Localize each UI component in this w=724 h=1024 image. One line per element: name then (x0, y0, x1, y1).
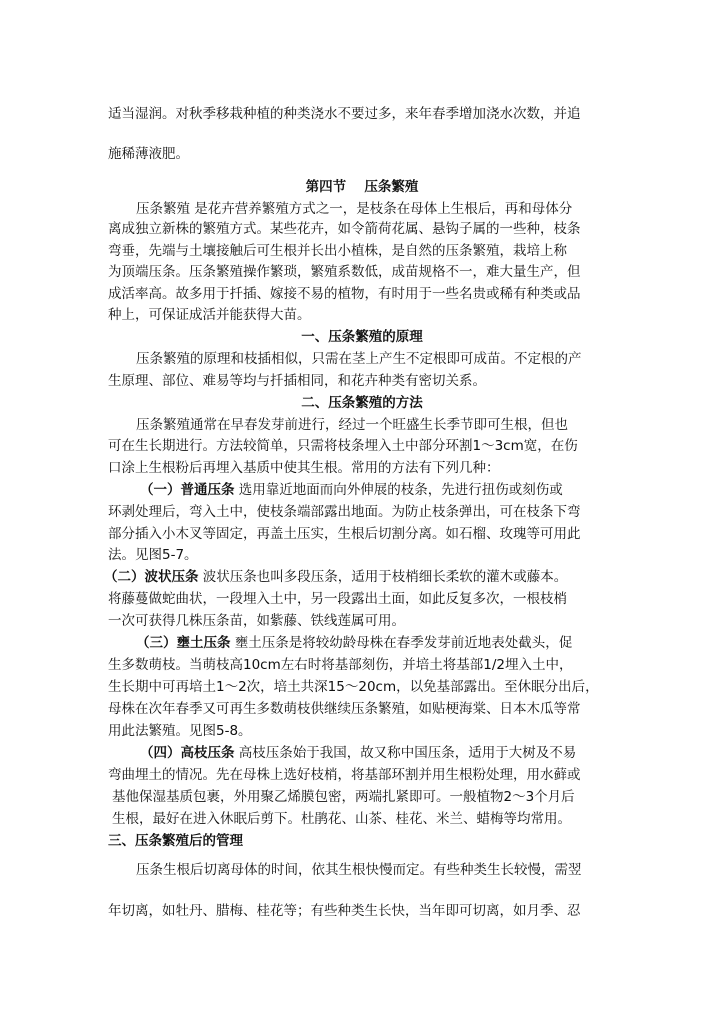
paragraph-line: 母株在次年春季又可再生多数萌枝供继续压条繁殖，如贴梗海棠、日本木瓜等常 (108, 701, 581, 717)
paragraph-line: 压条繁殖 是花卉营养繁殖方式之一，是枝条在母体上生根后，再和母体分 (136, 201, 573, 217)
paragraph-line: 为顶端压条。压条繁殖操作繁琐，繁殖系数低，成苗规格不一，难大量生产，但 (108, 264, 581, 280)
paragraph-line: 施稀薄液肥。 (108, 146, 189, 162)
paragraph-line: 口涂上生根粉后再埋入基质中使其生根。常用的方法有下列几种： (108, 460, 500, 476)
paragraph-line: 可在生长期进行。方法较简单，只需将枝条埋入土中部分环割1～3cm宽，在伤 (108, 438, 578, 454)
paragraph-line: 适当湿润。对秋季移栽种植的种类浇水不要过多，来年春季增加浇水次数，并追 (108, 106, 581, 122)
paragraph-line: 生根，最好在进入休眠后剪下。杜鹃花、山茶、桂花、米兰、蜡梅等均常用。 (112, 811, 571, 827)
paragraph-line: 生原理、部位、难易等均与扦插相同，和花卉种类有密切关系。 (108, 373, 486, 389)
paragraph-line (136, 633, 648, 653)
paragraph-line (104, 567, 616, 587)
paragraph-line: 年切离，如牡丹、腊梅、桂花等；有些种类生长快，当年即可切离，如月季、忍 (108, 903, 581, 919)
paragraph-line: 将藤蔓做蛇曲状，一段埋入土中，另一段露出土面，如此反复多次，一根枝梢 (108, 591, 567, 607)
paragraph-line: 生长期中可再培土1～2次，培土共深15～20cm，以免基部露出。至休眠分出后， (108, 679, 599, 695)
method-heading: （三）壅土压条 (136, 635, 231, 651)
method-text: 选用靠近地面而向外伸展的枝条，先进行扭伤或刻伤或 (234, 482, 563, 498)
subsection-heading: 二、压条繁殖的方法 (301, 395, 423, 411)
paragraph-line: 离成独立新株的繁殖方式。某些花卉，如令箭荷花属、悬钩子属的一些种，枝条 (108, 221, 581, 237)
paragraph-line: 弯曲埋土的情况。先在母株上选好枝梢，将基部环割并用生根粉处理，用水藓或 (108, 767, 581, 783)
paragraph-line: 基他保湿基质包裹，外用聚乙烯膜包密，两端扎紧即可。一般植物2～3个月后 (112, 789, 575, 805)
paragraph-line: 压条繁殖通常在早春发芽前进行，经过一个旺盛生长季节即可生根，但也 (136, 417, 568, 433)
paragraph-line: 成活率高。故多用于扦插、嫁接不易的植物，有时用于一些名贵或稀有种类或品 (108, 286, 581, 302)
paragraph-line (140, 743, 652, 763)
method-text: 波状压条也叫多段压条，适用于枝梢细长柔软的灌木或藤本。 (198, 569, 568, 585)
paragraph-line: 压条繁殖的原理和枝插相似，只需在茎上产生不定根即可成苗。不定根的产 (136, 351, 582, 367)
method-heading: （一）普通压条 (140, 482, 235, 498)
paragraph-line: 生多数萌枝。当萌枝高10cm左右时将基部刻伤，并培土将基部1/2埋入土中， (108, 657, 573, 673)
method-text: 高枝压条始于我国，故又称中国压条，适用于大树及不易 (234, 745, 577, 761)
paragraph-line: 压条生根后切离母体的时间，依其生根快慢而定。有些种类生长较慢，需翌 (136, 862, 582, 878)
subsection-heading: 一、压条繁殖的原理 (301, 329, 423, 345)
paragraph-line: 用此法繁殖。见图5-8。 (108, 723, 252, 739)
paragraph-line: 种上，可保证成活并能获得大苗。 (108, 307, 311, 323)
section-title: 第四节 压条繁殖 (305, 179, 419, 195)
paragraph-line: 弯垂，先端与土壤接触后可生根并长出小植株，是自然的压条繁殖，栽培上称 (108, 243, 567, 259)
method-heading: （四）高枝压条 (140, 745, 235, 761)
subsection-heading: 三、压条繁殖后的管理 (108, 833, 243, 849)
paragraph-line: 部分插入小木叉等固定，再盖土压实，生根后切割分离。如石榴、玫瑰等可用此 (108, 526, 581, 542)
paragraph-line: 环剥处理后，弯入土中，使枝条端部露出地面。为防止枝条弹出，可在枝条下弯 (108, 504, 581, 520)
paragraph-line (140, 480, 652, 500)
paragraph-line: 一次可获得几株压条苗，如紫藤、铁线莲属可用。 (108, 613, 405, 629)
method-text: 壅土压条是将较幼龄母株在春季发芽前近地表处截头，促 (230, 635, 573, 651)
paragraph-line: 法。见图5-7。 (108, 547, 198, 563)
method-heading: （二）波状压条 (104, 569, 199, 585)
